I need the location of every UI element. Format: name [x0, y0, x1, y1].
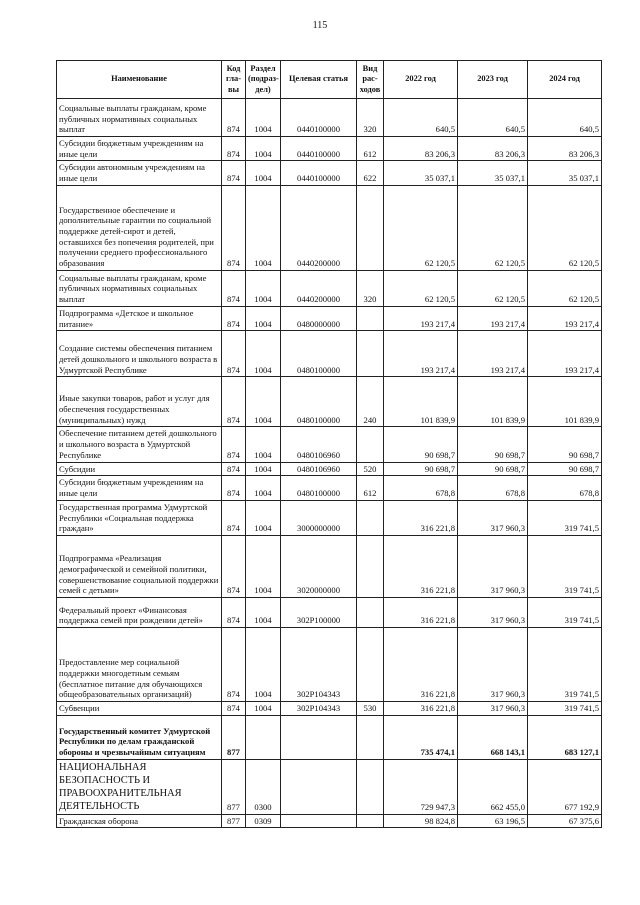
- cell-2024: 319 741,5: [528, 536, 602, 598]
- table-row: [57, 814, 602, 828]
- cell-code: 874: [222, 500, 246, 535]
- cell-section: 1004: [246, 536, 281, 598]
- cell-target: 3000000000: [281, 500, 357, 535]
- cell-2024: 90 698,7: [528, 427, 602, 462]
- table-row: [57, 500, 602, 535]
- cell-name: Государственная программа Удмуртской Республики «Социальная поддержка граждан»: [57, 500, 222, 535]
- cell-section: 1004: [246, 598, 281, 628]
- cell-2023: 35 037,1: [458, 161, 528, 185]
- cell-section: 1004: [246, 702, 281, 716]
- cell-expense: [357, 628, 384, 702]
- cell-2022: 62 120,5: [384, 185, 458, 270]
- cell-2023: 63 196,5: [458, 814, 528, 828]
- cell-2023: 317 960,3: [458, 598, 528, 628]
- cell-2024: 62 120,5: [528, 185, 602, 270]
- budget-table: [56, 60, 602, 828]
- table-row: [57, 715, 602, 759]
- cell-section: 1004: [246, 161, 281, 185]
- cell-2022: 101 839,9: [384, 377, 458, 427]
- cell-section: 1004: [246, 99, 281, 137]
- cell-2023: 193 217,4: [458, 306, 528, 330]
- cell-2022: 316 221,8: [384, 702, 458, 716]
- cell-code: 874: [222, 185, 246, 270]
- cell-section: 1004: [246, 377, 281, 427]
- cell-target: 3020000000: [281, 536, 357, 598]
- cell-section: 1004: [246, 427, 281, 462]
- cell-name: Обеспечение питанием детей дошкольного и школьного возраста в Удмуртской Республике: [57, 427, 222, 462]
- cell-2023: 62 120,5: [458, 270, 528, 306]
- cell-2024: 678,8: [528, 476, 602, 500]
- header-2022: 2022 год: [384, 61, 458, 99]
- cell-section: 1004: [246, 185, 281, 270]
- cell-code: 874: [222, 99, 246, 137]
- cell-2022: 90 698,7: [384, 462, 458, 476]
- cell-name: Субсидии: [57, 462, 222, 476]
- cell-expense: [357, 536, 384, 598]
- cell-expense: [357, 814, 384, 828]
- cell-name: НАЦИОНАЛЬНАЯ БЕЗОПАСНОСТЬ И ПРАВООХРАНИТЕЛЬНАЯ ДЕЯТЕЛЬНОСТЬ: [57, 759, 222, 814]
- cell-2022: 316 221,8: [384, 536, 458, 598]
- cell-2024: 35 037,1: [528, 161, 602, 185]
- cell-2022: 316 221,8: [384, 598, 458, 628]
- cell-expense: 612: [357, 137, 384, 161]
- cell-expense: 240: [357, 377, 384, 427]
- cell-section: 1004: [246, 331, 281, 377]
- cell-code: 877: [222, 814, 246, 828]
- cell-code: 874: [222, 462, 246, 476]
- cell-name: Субсидии бюджетным учреждениям на иные цели: [57, 137, 222, 161]
- cell-2022: 735 474,1: [384, 715, 458, 759]
- cell-target: 0440100000: [281, 137, 357, 161]
- cell-target: 0480100000: [281, 476, 357, 500]
- cell-target: 302P100000: [281, 598, 357, 628]
- cell-2022: 35 037,1: [384, 161, 458, 185]
- cell-2023: 640,5: [458, 99, 528, 137]
- table-row: [57, 427, 602, 462]
- cell-target: 0440100000: [281, 99, 357, 137]
- cell-code: 874: [222, 628, 246, 702]
- table-row: [57, 598, 602, 628]
- cell-name: Гражданская оборона: [57, 814, 222, 828]
- cell-code: 874: [222, 536, 246, 598]
- cell-code: 874: [222, 377, 246, 427]
- cell-target: 0480100000: [281, 377, 357, 427]
- table-row: [57, 462, 602, 476]
- header-expense: Вид рас-ходов: [357, 61, 384, 99]
- cell-target: 0480000000: [281, 306, 357, 330]
- cell-2022: 678,8: [384, 476, 458, 500]
- cell-section: 1004: [246, 270, 281, 306]
- cell-name: Федеральный проект «Финансовая поддержка семей при рождении детей»: [57, 598, 222, 628]
- cell-2024: 101 839,9: [528, 377, 602, 427]
- cell-2024: 193 217,4: [528, 331, 602, 377]
- cell-name: Предоставление мер социальной поддержки многодетным семьям (бесплатное питание для обучающихся общеобразовательных организаций): [57, 628, 222, 702]
- cell-2024: 319 741,5: [528, 702, 602, 716]
- cell-name: Социальные выплаты гражданам, кроме публичных нормативных социальных выплат: [57, 270, 222, 306]
- cell-target: 0440100000: [281, 161, 357, 185]
- cell-2024: 319 741,5: [528, 628, 602, 702]
- table-row: [57, 331, 602, 377]
- cell-expense: 612: [357, 476, 384, 500]
- cell-name: Подпрограмма «Реализация демографической и семейной политики, совершенствование социальной поддержки семей с детьми»: [57, 536, 222, 598]
- cell-code: 874: [222, 598, 246, 628]
- cell-2024: 83 206,3: [528, 137, 602, 161]
- cell-2022: 193 217,4: [384, 331, 458, 377]
- table-row: [57, 628, 602, 702]
- cell-expense: [357, 759, 384, 814]
- cell-expense: 520: [357, 462, 384, 476]
- cell-section: 1004: [246, 628, 281, 702]
- cell-section: 1004: [246, 137, 281, 161]
- cell-target: 302P104343: [281, 628, 357, 702]
- cell-2023: 668 143,1: [458, 715, 528, 759]
- cell-2023: 90 698,7: [458, 462, 528, 476]
- cell-code: 874: [222, 476, 246, 500]
- cell-target: 0480100000: [281, 331, 357, 377]
- cell-2023: 317 960,3: [458, 500, 528, 535]
- cell-name: Социальные выплаты гражданам, кроме публичных нормативных социальных выплат: [57, 99, 222, 137]
- header-target: Целевая статья: [281, 61, 357, 99]
- cell-2024: 319 741,5: [528, 598, 602, 628]
- header-2023: 2023 год: [458, 61, 528, 99]
- table-row: [57, 536, 602, 598]
- cell-2023: 90 698,7: [458, 427, 528, 462]
- cell-section: 1004: [246, 306, 281, 330]
- table-row: [57, 137, 602, 161]
- cell-expense: [357, 598, 384, 628]
- cell-code: 874: [222, 427, 246, 462]
- cell-code: 874: [222, 270, 246, 306]
- table-row: [57, 270, 602, 306]
- cell-name: Субсидии бюджетным учреждениям на иные цели: [57, 476, 222, 500]
- cell-expense: [357, 427, 384, 462]
- cell-expense: 320: [357, 99, 384, 137]
- cell-2022: 193 217,4: [384, 306, 458, 330]
- cell-2023: 678,8: [458, 476, 528, 500]
- table-row: [57, 476, 602, 500]
- cell-2024: 640,5: [528, 99, 602, 137]
- cell-target: [281, 759, 357, 814]
- cell-2022: 90 698,7: [384, 427, 458, 462]
- cell-target: [281, 715, 357, 759]
- table-row: [57, 161, 602, 185]
- table-row: [57, 702, 602, 716]
- cell-target: [281, 814, 357, 828]
- table-row: [57, 759, 602, 814]
- cell-2023: 317 960,3: [458, 628, 528, 702]
- cell-2023: 101 839,9: [458, 377, 528, 427]
- cell-code: 874: [222, 137, 246, 161]
- cell-expense: [357, 306, 384, 330]
- cell-name: Субвенции: [57, 702, 222, 716]
- cell-code: 874: [222, 331, 246, 377]
- cell-section: [246, 715, 281, 759]
- cell-section: 1004: [246, 462, 281, 476]
- cell-code: 877: [222, 715, 246, 759]
- cell-section: 0300: [246, 759, 281, 814]
- table-row: [57, 377, 602, 427]
- cell-section: 0309: [246, 814, 281, 828]
- cell-expense: [357, 185, 384, 270]
- cell-2022: 83 206,3: [384, 137, 458, 161]
- table-row: [57, 99, 602, 137]
- cell-name: Государственное обеспечение и дополнительные гарантии по социальной поддержке детей-сирот и детей, оставшихся без попечения родителей, при получении среднего профессионального образования: [57, 185, 222, 270]
- cell-2022: 98 824,8: [384, 814, 458, 828]
- cell-2024: 90 698,7: [528, 462, 602, 476]
- cell-2024: 62 120,5: [528, 270, 602, 306]
- cell-2022: 62 120,5: [384, 270, 458, 306]
- header-name: Наименование: [57, 61, 222, 99]
- cell-code: 874: [222, 306, 246, 330]
- cell-2024: 193 217,4: [528, 306, 602, 330]
- cell-code: 877: [222, 759, 246, 814]
- header-2024: 2024 год: [528, 61, 602, 99]
- table-header-row: [57, 61, 602, 99]
- cell-expense: [357, 715, 384, 759]
- cell-2022: 316 221,8: [384, 500, 458, 535]
- cell-code: 874: [222, 161, 246, 185]
- cell-expense: [357, 331, 384, 377]
- cell-2023: 662 455,0: [458, 759, 528, 814]
- cell-2024: 67 375,6: [528, 814, 602, 828]
- cell-name: Создание системы обеспечения питанием детей дошкольного и школьного возраста в Удмуртской Республике: [57, 331, 222, 377]
- header-code: Код гла-вы: [222, 61, 246, 99]
- cell-2024: 683 127,1: [528, 715, 602, 759]
- cell-expense: 320: [357, 270, 384, 306]
- table-row: [57, 185, 602, 270]
- cell-expense: [357, 500, 384, 535]
- cell-2023: 62 120,5: [458, 185, 528, 270]
- cell-name: Субсидии автономным учреждениям на иные цели: [57, 161, 222, 185]
- cell-2023: 193 217,4: [458, 331, 528, 377]
- cell-name: Подпрограмма «Детское и школьное питание»: [57, 306, 222, 330]
- cell-2023: 317 960,3: [458, 536, 528, 598]
- cell-name: Иные закупки товаров, работ и услуг для обеспечения государственных (муниципальных) нужд: [57, 377, 222, 427]
- page-number: 115: [312, 20, 328, 31]
- table-row: [57, 306, 602, 330]
- cell-code: 874: [222, 702, 246, 716]
- cell-2023: 83 206,3: [458, 137, 528, 161]
- cell-2024: 677 192,9: [528, 759, 602, 814]
- cell-2022: 640,5: [384, 99, 458, 137]
- cell-2022: 316 221,8: [384, 628, 458, 702]
- cell-2022: 729 947,3: [384, 759, 458, 814]
- cell-target: 0440200000: [281, 270, 357, 306]
- cell-2023: 317 960,3: [458, 702, 528, 716]
- cell-name: Государственный комитет Удмуртской Республики по делам гражданской обороны и чрезвычайным ситуациям: [57, 715, 222, 759]
- cell-target: 0480106960: [281, 462, 357, 476]
- cell-2024: 319 741,5: [528, 500, 602, 535]
- cell-section: 1004: [246, 500, 281, 535]
- cell-target: 0440200000: [281, 185, 357, 270]
- cell-expense: 530: [357, 702, 384, 716]
- cell-expense: 622: [357, 161, 384, 185]
- cell-target: 302P104343: [281, 702, 357, 716]
- header-section: Раздел (подраз-дел): [246, 61, 281, 99]
- cell-target: 0480106960: [281, 427, 357, 462]
- cell-section: 1004: [246, 476, 281, 500]
